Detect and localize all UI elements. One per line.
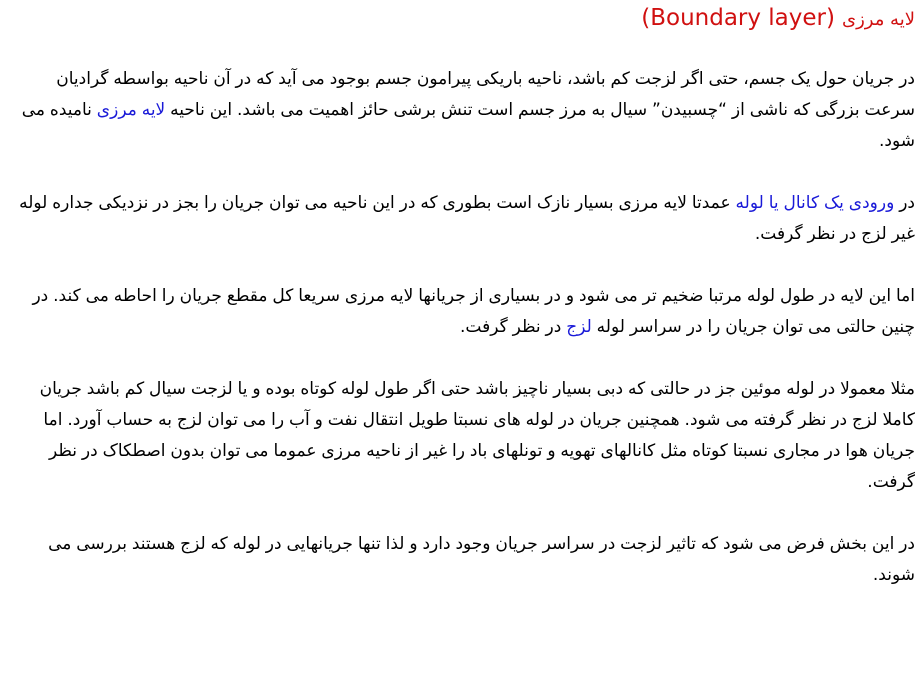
paragraph-development [8,281,915,343]
paragraph-inlet [8,188,915,250]
page-title [8,0,915,36]
channel-inlet-link[interactable]: ورودی یک کانال یا لوله [735,193,895,213]
document-body [8,0,915,591]
paragraph-definition [8,64,915,157]
viscous-link[interactable]: لزج [566,317,592,337]
paragraph-text: اما این لایه در طول لوله مرتبا ضخیم تر می شود و در بسیاری از جریانها لایه مرزی سریعا کل مقطع جریان را احاطه می کند. در چنین حالتی می توان جریان را در سراسر لوله [32,286,915,337]
paragraph-text: در جریان حول یک جسم، حتی اگر لزجت کم باشد، ناحیه باریکی پیرامون جسم بوجود می آید که در آن ناحیه بواسطه گرادیان سرعت بزرگی که ناشی از “چسبیدن” سیال به مرز جسم است تنش برشی حائز اهمیت می باشد. این ناحیه [56,69,915,120]
paragraph-text: در نظر گرفت. [459,317,562,337]
paragraph-text: در [899,193,915,213]
boundary-layer-link[interactable]: لایه مرزی [96,100,166,120]
paragraph-assumption: در این بخش فرض می شود که تاثیر لزجت در سراسر جریان وجود دارد و لذا تنها جریانهایی در لوله که لزج هستند بررسی می شوند. [48,534,915,585]
paragraph-text: نامیده می شود. [21,100,915,151]
title-persian: لایه مرزی [841,9,915,30]
paragraph-text: عمدتا لایه مرزی بسیار نازک است بطوری که در این ناحیه می توان جریان را بجز در نزدیکی جداره لوله غیر لزج در نظر گرفت. [19,193,915,244]
paragraph-examples: مثلا معمولا در لوله موئین جز در حالتی که دبی بسیار ناچیز باشد حتی اگر طول لوله کوتاه بوده و یا لزجت سیال کم باشد جریان کاملا لزج در نظر گرفته می شود. همچنین جریان در لوله های نسبتا طویل انتقال نفت و آب را می توان لزج به حساب آورد. اما جریان هوا در مجاری نسبتا کوتاه مثل کانالهای تهویه و تونلهای باد را غیر از ناحیه مرزی عموما می توان بدون اصطکاک در نظر گرفت. [39,379,915,492]
title-english: (Boundary layer) [641,5,835,31]
